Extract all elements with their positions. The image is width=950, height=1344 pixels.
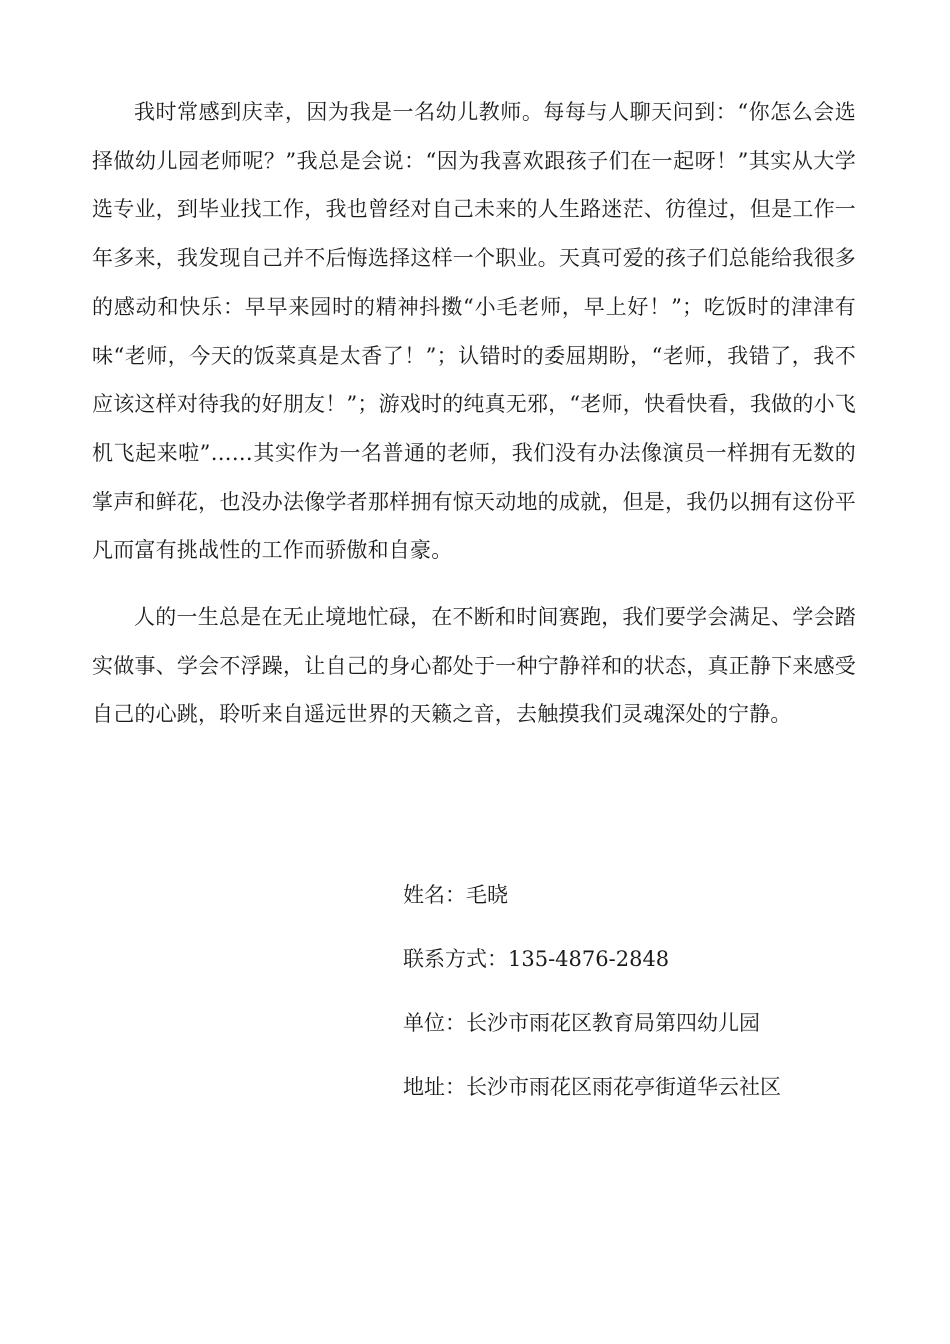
essay-body [92, 88, 856, 739]
address-value: 长沙市雨花区雨花亭街道华云社区 [466, 1075, 781, 1099]
unit-label: 单位： [403, 1011, 466, 1035]
author-signature-block [403, 874, 903, 1130]
address-line [403, 1066, 903, 1108]
name-line [403, 874, 903, 916]
paragraph-1: 我时常感到庆幸，因为我是一名幼儿教师。每每与人聊天问到：“你怎么会选择做幼儿园老师呢？”我总是会说：“因为我喜欢跟孩子们在一起呀！”其实从大学选专业，到毕业找工作，我也曾经对自己未来的人生路迷茫、彷徨过，但是工作一年多来，我发现自己并不后悔选择这样一个职业。天真可爱的孩子们总能给我很多的感动和快乐：早早来园时的精神抖擞“小毛老师，早上好！”；吃饭时的津津有味“老师，今天的饭菜真是太香了！”；认错时的委屈期盼，“老师，我错了，我不应该这样对待我的好朋友！”；游戏时的纯真无邪，“老师，快看快看，我做的小飞机飞起来啦”……其实作为一名普通的老师，我们没有办法像演员一样拥有无数的掌声和鲜花，也没办法像学者那样拥有惊天动地的成就，但是，我仍以拥有这份平凡而富有挑战性的工作而骄傲和自豪。 [92, 100, 856, 563]
contact-value: 135-4876-2848 [508, 947, 670, 971]
name-value: 毛晓 [466, 883, 508, 907]
address-label: 地址： [403, 1075, 466, 1099]
contact-line [403, 938, 903, 980]
unit-value: 长沙市雨花区教育局第四幼儿园 [466, 1011, 760, 1035]
paragraph-2: 人的一生总是在无止境地忙碌，在不断和时间赛跑，我们要学会满足、学会踏实做事、学会不浮躁，让自己的身心都处于一种宁静祥和的状态，真正静下来感受自己的心跳，聆听来自遥远世界的天籁之音，去触摸我们灵魂深处的宁静。 [92, 605, 856, 727]
unit-line [403, 1002, 903, 1044]
contact-label: 联系方式： [403, 947, 508, 971]
name-label: 姓名： [403, 883, 466, 907]
